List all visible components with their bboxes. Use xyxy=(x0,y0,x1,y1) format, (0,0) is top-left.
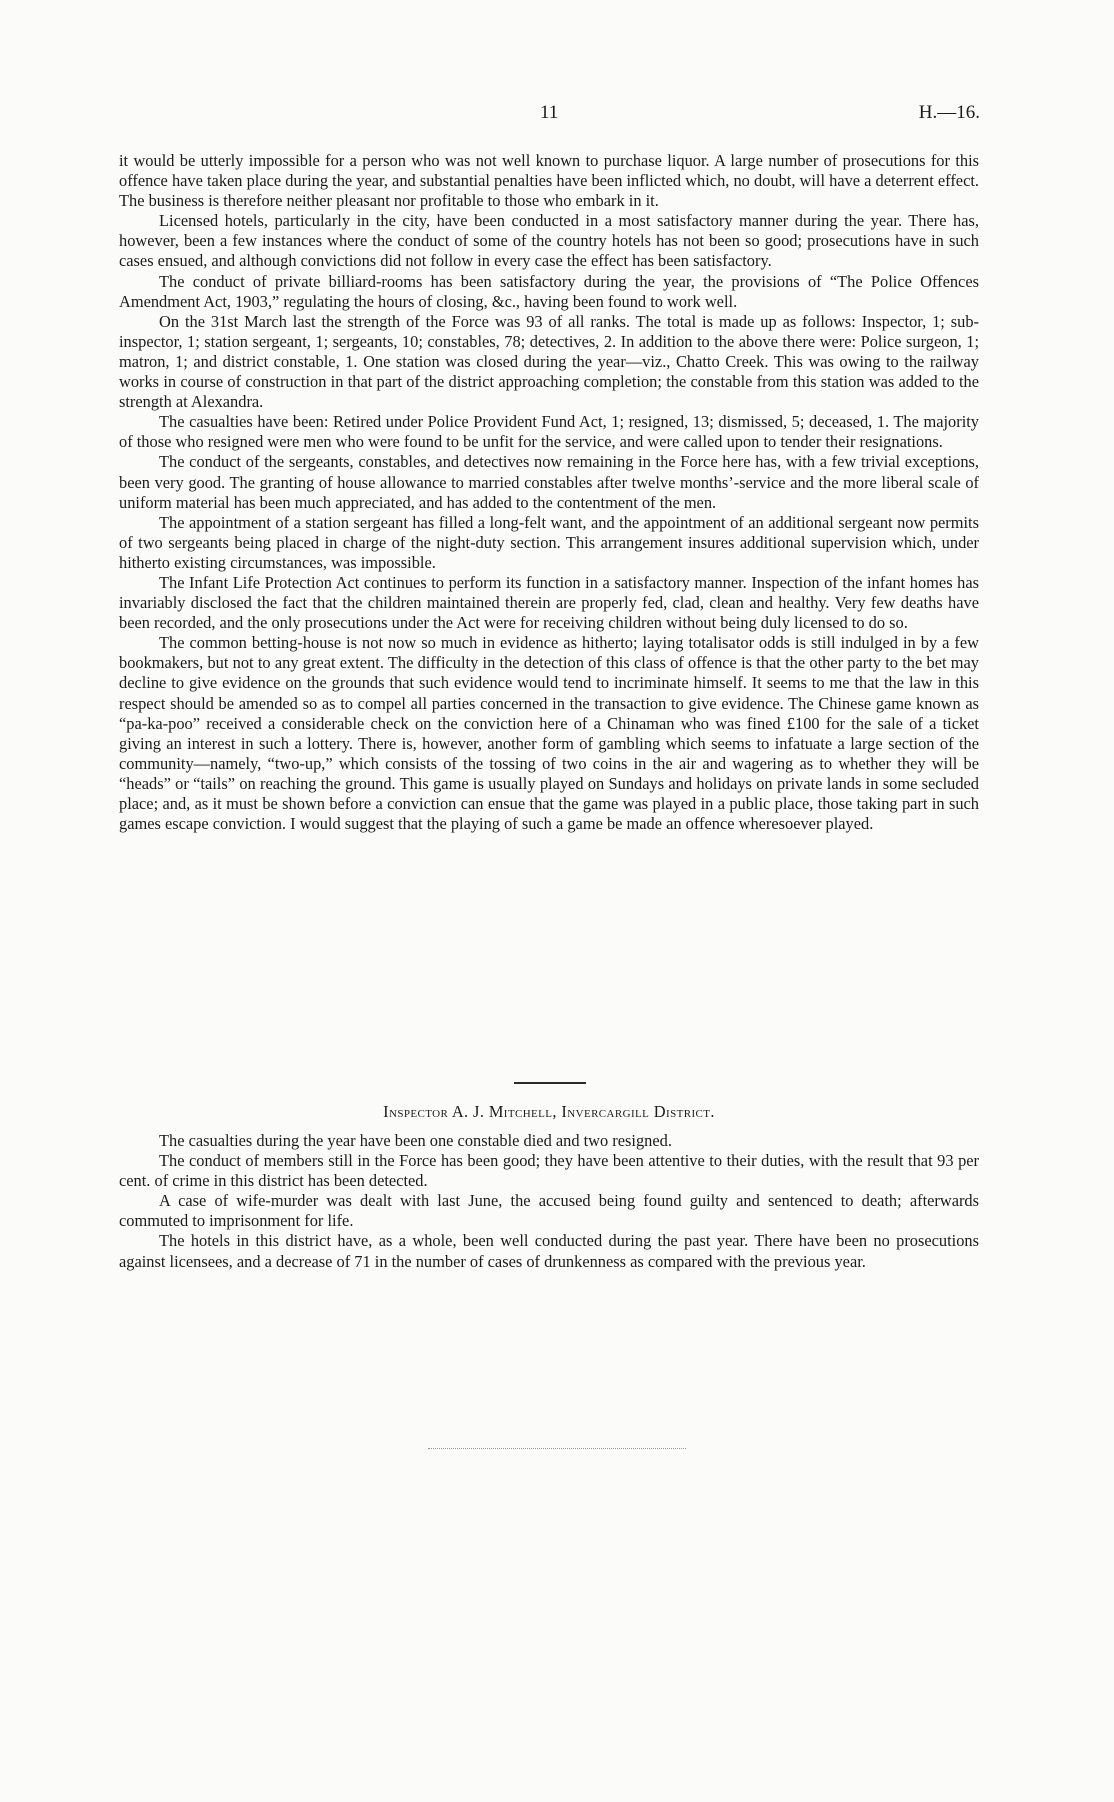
page-number: 11 xyxy=(540,102,559,123)
section-divider xyxy=(514,1082,586,1084)
paragraph-casualties: The casualties have been: Retired under Police Provident Fund Act, 1; resigned, 13; dismissed, 5; deceased, 1. The majority of those who resigned were men who were found to be unfit for the service, and were called upon to tender their resignations. xyxy=(119,412,979,452)
paragraph-infant-life: The Infant Life Protection Act continues to perform its function in a satisfactory manner. Inspection of the infant homes has invariably disclosed the fact that the children maintained therein are properly fed, clad, clean and healthy. Very few deaths have been recorded, and the only prosecutions under the Act were for receiving children without being duly licensed to do so. xyxy=(119,572,979,633)
paragraph-conduct: The conduct of the sergeants, constables, and detectives now remaining in the Force here has, with a few trivial exceptions, been very good. The granting of house allowance to married constables after twelve months’-service and the more liberal scale of uniform material has been much appreciated, and has added to the contentment of the men. xyxy=(119,452,979,512)
paragraph-invercargill-hotels: The hotels in this district have, as a whole, been well conducted during the past year. There have been no prosecutions against licensees, and a decrease of 71 in the number of cases of drunkenness as compared with the previous year. xyxy=(119,1231,979,1271)
document-code: H.—16. xyxy=(918,102,980,123)
section-heading-invercargill: Inspector A. J. Mitchell, Invercargill District. xyxy=(383,1102,715,1121)
page-header xyxy=(120,102,980,132)
report-body xyxy=(119,151,979,834)
invercargill-section-body xyxy=(119,1131,979,1272)
paragraph-betting: The common betting-house is not now so much in evidence as hitherto; laying totalisator odds is still indulged in by a few bookmakers, but not to any great extent. The difficulty in the detection of this class of offence is that the other party to the bet may decline to give evidence on the grounds that such evidence would tend to incriminate himself. It seems to me that the law in this respect should be amended so as to compel all parties concerned in the transaction to give evidence. The Chinese game known as “pa-ka-poo” received a considerable check on the conviction here of a Chinaman who was fined £100 for the sale of a ticket giving an interest in such a lottery. There is, however, another form of gambling which seems to infatuate a large section of the community—namely, “two-up,” which consists of the tossing of two coins in the air and wagering as to whether they will be “heads” or “tails” on reaching the ground. This game is usually played on Sundays and holidays on private lands in some secluded place; and, as it must be shown before a conviction can ensue that the game was played in a public place, those taking part in such games escape conviction. I would suggest that the playing of such a game be made an offence wheresoever played. xyxy=(119,633,979,834)
paragraph-wife-murder: A case of wife-murder was dealt with last June, the accused being found guilty and sentenced to death; afterwards commuted to imprisonment for life. xyxy=(119,1191,979,1231)
paragraph-invercargill-casualties: The casualties during the year have been one constable died and two resigned. xyxy=(159,1131,672,1150)
paragraph-licensed-hotels: Licensed hotels, particularly in the city, have been conducted in a most satisfactory manner during the year. There has, however, been a few instances where the conduct of some of the country hotels has not been so good; prosecutions have in such cases ensued, and although convictions did not follow in every case the effect has been satisfactory. xyxy=(119,211,979,271)
end-dotted-rule xyxy=(428,1448,686,1449)
paragraph-billiard-rooms: The conduct of private billiard-rooms has been satisfactory during the year, the provisions of “The Police Offences Amendment Act, 1903,” regulating the hours of closing, &c., having been found to work well. xyxy=(119,271,979,311)
paragraph-liquor-prosecutions: it would be utterly impossible for a person who was not well known to purchase liquor. A large number of prosecutions for this offence have taken place during the year, and substantial penalties have been inflicted which, no doubt, will have a deterrent effect. The business is therefore neither pleasant nor profitable to those who embark in it. xyxy=(119,151,979,211)
paragraph-station-sergeant: The appointment of a station sergeant has filled a long-felt want, and the appointment of an additional sergeant now permits of two sergeants being placed in charge of the night-duty section. This arrangement insures additional supervision which, under hitherto existing circumstances, was impossible. xyxy=(119,512,979,572)
paragraph-force-strength: On the 31st March last the strength of the Force was 93 of all ranks. The total is made up as follows: Inspector, 1; sub-inspector, 1; station sergeant, 1; sergeants, 10; constables, 78; detectives, 2. In addition to the above there were: Police surgeon, 1; matron, 1; and district constable, 1. One station was closed during the year—viz., Chatto Creek. This was owing to the railway works in course of construction in that part of the district approaching completion; the constable from this station was added to the strength at Alexandra. xyxy=(119,311,979,412)
paragraph-invercargill-conduct: The conduct of members still in the Force has been good; they have been attentive to their duties, with the result that 93 per cent. of crime in this district has been detected. xyxy=(119,1151,979,1191)
